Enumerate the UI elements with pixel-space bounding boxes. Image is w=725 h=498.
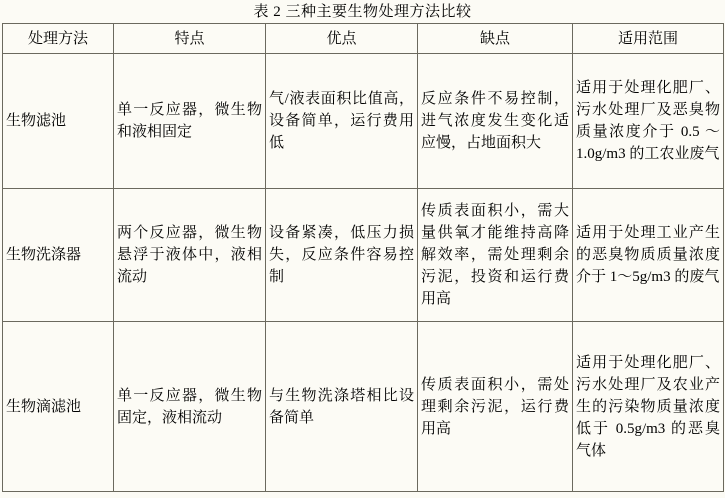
header-method: 处理方法 <box>3 24 114 54</box>
header-disadvantages: 缺点 <box>418 24 573 54</box>
cell-disadvantages: 传质表面积小，需大量供氧才能维持高降解效率，需处理剩余污泥，投资和运行费用高 <box>418 189 573 322</box>
cell-scope: 适用于处理化肥厂、污水处理厂及恶臭物质量浓度介于 0.5 ～ 1.0g/m3 的工农业废气 <box>573 54 724 189</box>
cell-method: 生物滤池 <box>3 54 114 189</box>
cell-advantages: 与生物洗涤塔相比设备简单 <box>266 322 418 492</box>
cell-method: 生物洗涤器 <box>3 189 114 322</box>
table-row <box>3 54 724 189</box>
table-header-row <box>3 24 724 54</box>
cell-features: 单一反应器，微生物和液相固定 <box>114 54 266 189</box>
cell-scope: 适用于处理化肥厂、污水处理厂及农业产生的污染物质量浓度低于 0.5g/m3 的恶臭气体 <box>573 322 724 492</box>
cell-scope: 适用于处理工业产生的恶臭物质质量浓度介于 1～5g/m3 的废气 <box>573 189 724 322</box>
cell-disadvantages: 反应条件不易控制，进气浓度发生变化适应慢，占地面积大 <box>418 54 573 189</box>
cell-features: 单一反应器，微生物固定，液相流动 <box>114 322 266 492</box>
cell-advantages: 设备紧凑，低压力损失，反应条件容易控制 <box>266 189 418 322</box>
header-features: 特点 <box>114 24 266 54</box>
cell-method: 生物滴滤池 <box>3 322 114 492</box>
table-caption: 表 2 三种主要生物处理方法比较 <box>253 4 472 20</box>
header-advantages: 优点 <box>266 24 418 54</box>
header-scope: 适用范围 <box>573 24 724 54</box>
cell-disadvantages: 传质表面积小，需处理剩余污泥，运行费用高 <box>418 322 573 492</box>
cell-features: 两个反应器，微生物悬浮于液体中，液相流动 <box>114 189 266 322</box>
cell-advantages: 气/液表面积比值高，设备简单，运行费用低 <box>266 54 418 189</box>
table-row <box>3 189 724 322</box>
comparison-table <box>2 23 724 492</box>
table-row <box>3 322 724 492</box>
